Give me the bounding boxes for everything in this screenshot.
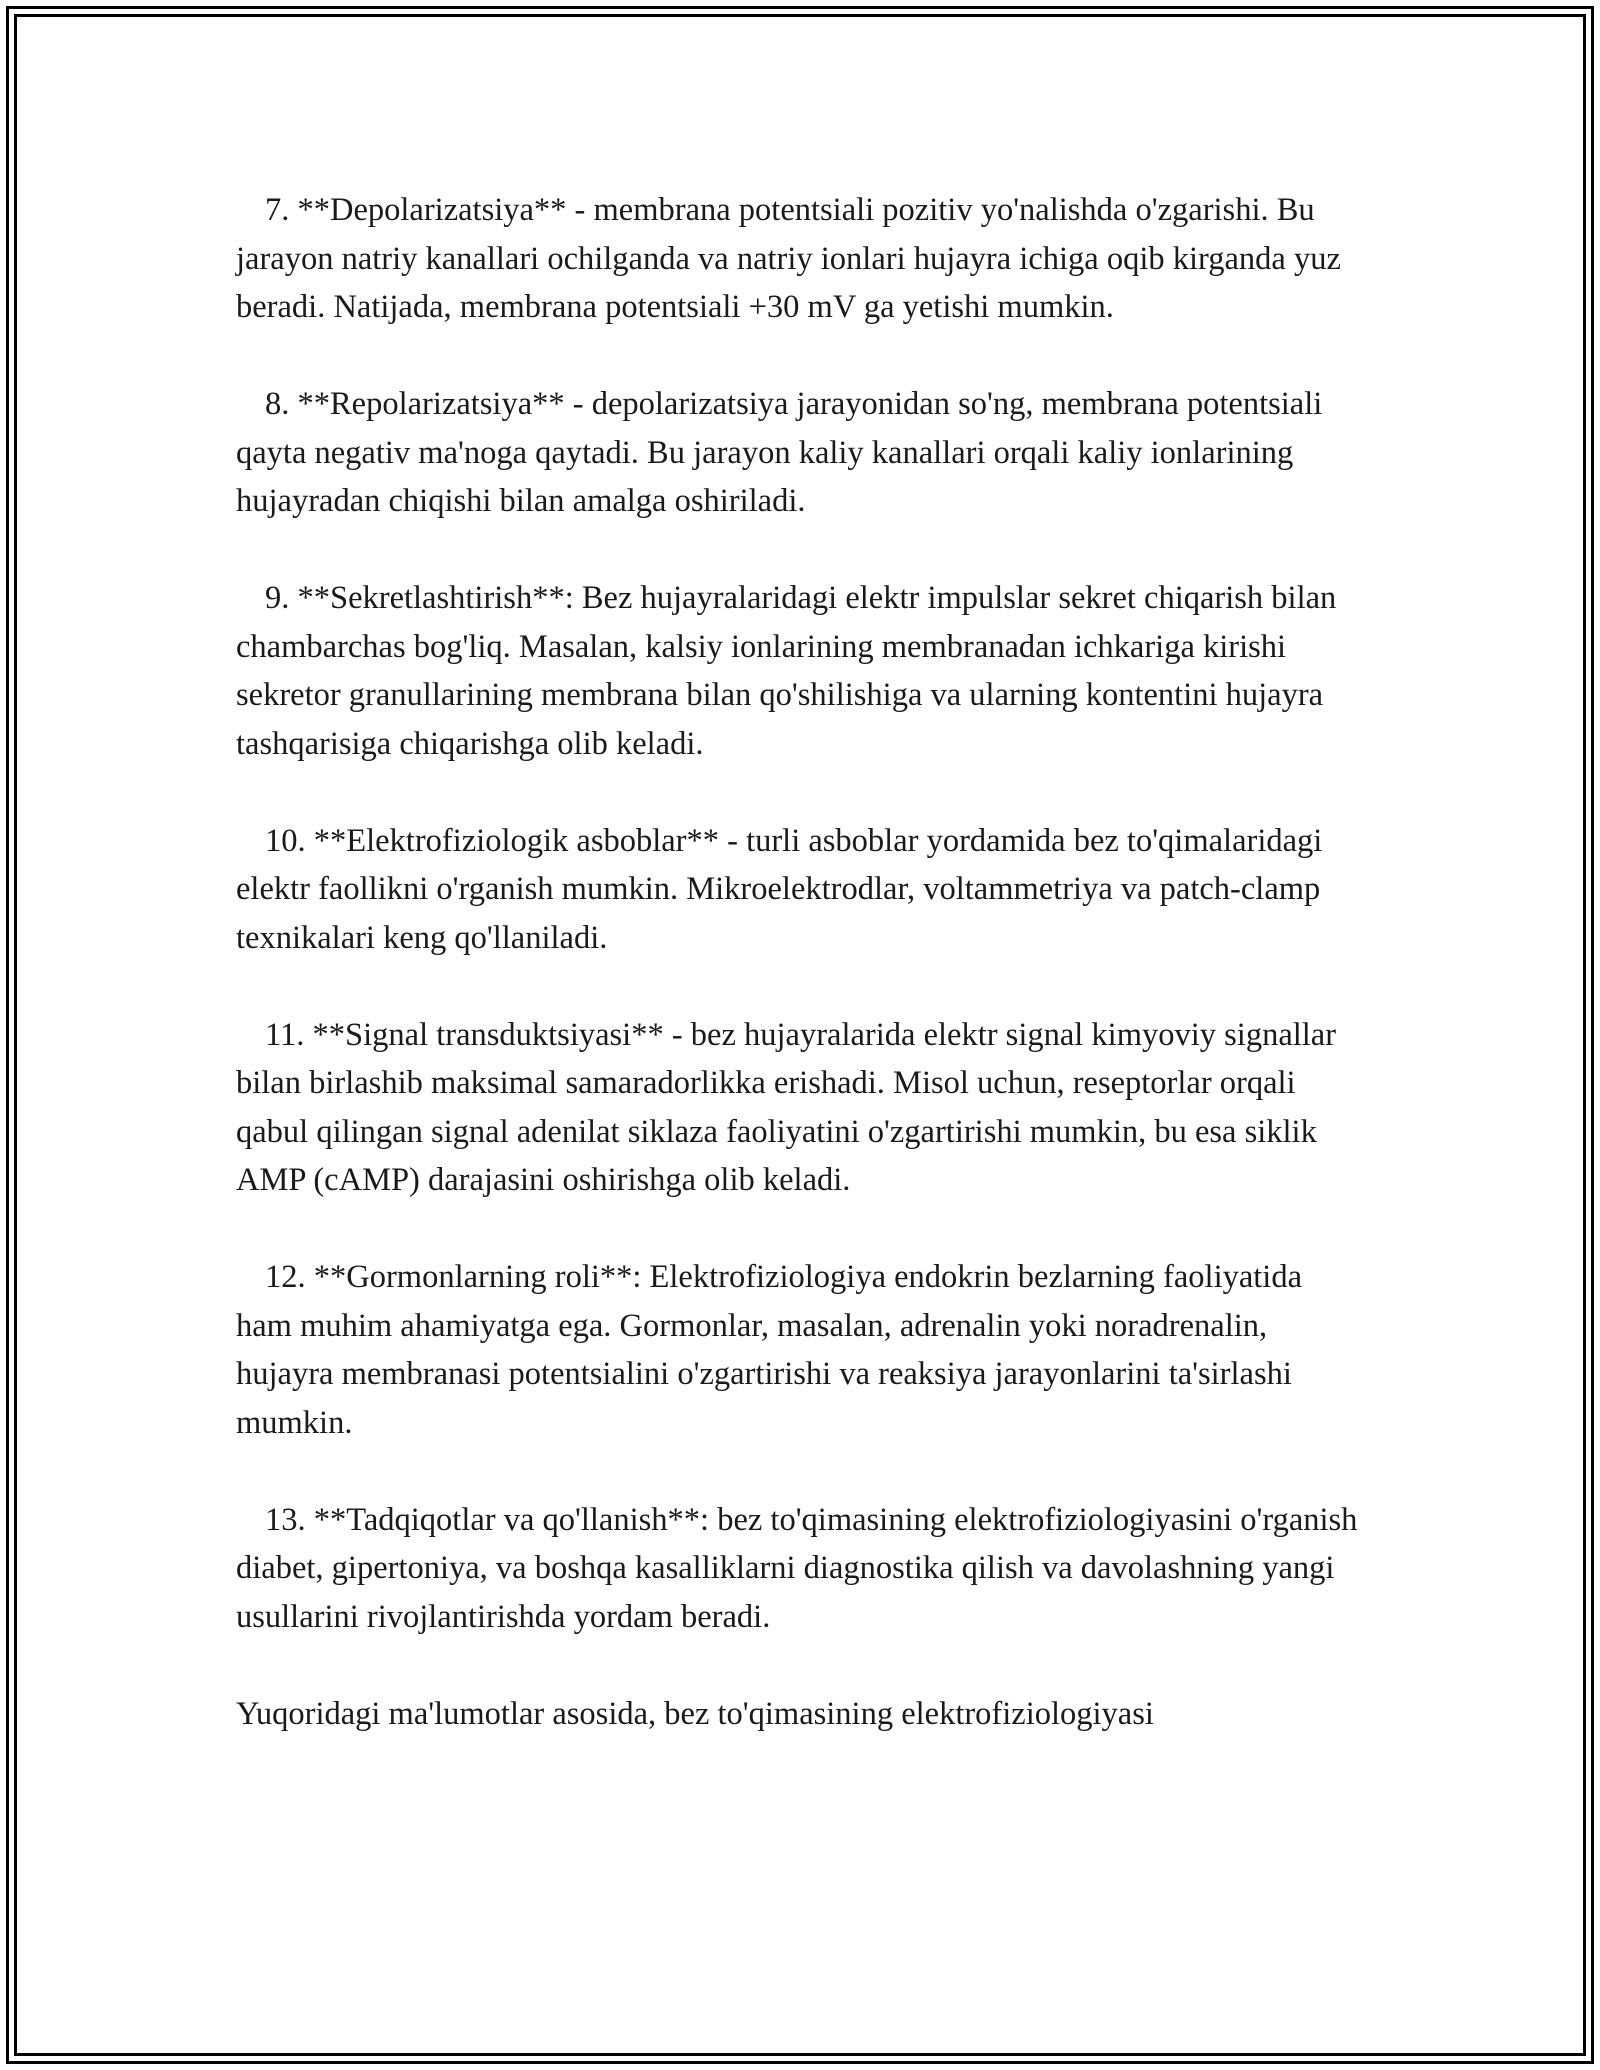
paragraph-repolarizatsiya: 8. **Repolarizatsiya** - depolarizatsiya jarayonidan so'ng, membrana potentsiali qayta negativ ma'noga qaytadi. Bu jarayon kaliy kanallari orqali kaliy ionlarining hujayradan chiqishi bilan amalga oshiriladi.: [236, 386, 1323, 519]
paragraph-conclusion: Yuqoridagi ma'lumotlar asosida, bez to'qimasining elektrofiziologiyasi: [236, 1695, 1154, 1732]
paragraph-elektrofiziologik-asboblar: 10. **Elektrofiziologik asboblar** - turli asboblar yordamida bez to'qimalaridagi elektr faollikni o'rganish mumkin. Mikroelektrodlar, voltammetriya va patch-clamp texnikalari keng qo'llaniladi.: [236, 822, 1323, 956]
paragraph-tadqiqotlar: 13. **Tadqiqotlar va qo'llanish**: bez to'qimasining elektrofiziologiyasini o'rganish diabet, gipertoniya, va boshqa kasalliklarni diagnostika qilish va davolashning yangi usullarini rivojlantirishda yordam beradi.: [236, 1501, 1358, 1635]
paragraph-gormonlarning-roli: 12. **Gormonlarning roli**: Elektrofiziologiya endokrin bezlarning faoliyatida ham muhim ahamiyatga ega. Gormonlar, masalan, adrenalin yoki noradrenalin, hujayra membranasi potentsialini o'zgartirishi va reaksiya jarayonlarini ta'sirlashi mumkin.: [236, 1259, 1303, 1441]
document-body: [236, 186, 1366, 1738]
paragraph-depolarizatsiya: 7. **Depolarizatsiya** - membrana potentsiali pozitiv yo'nalishda o'zgarishi. Bu jarayon natriy kanallari ochilganda va natriy ionlari hujayra ichiga oqib kirganda yuz beradi. Natijada, membrana potentsiali +30 mV ga yetishi mumkin.: [236, 192, 1341, 325]
paragraph-signal-transduktsiyasi: 11. **Signal transduktsiyasi** - bez hujayralarida elektr signal kimyoviy signallar bilan birlashib maksimal samaradorlikka erishadi. Misol uchun, reseptorlar orqali qabul qilingan signal adenilat siklaza faoliyatini o'zgartirishi mumkin, bu esa siklik AMP (cAMP) darajasini oshirishga olib keladi.: [236, 1016, 1337, 1198]
paragraph-sekretlashtirish: 9. **Sekretlashtirish**: Bez hujayralaridagi elektr impulslar sekret chiqarish bilan chambarchas bog'liq. Masalan, kalsiy ionlarining membranadan ichkariga kirishi sekretor granullarining membrana bilan qo'shilishiga va ularning kontentini hujayra tashqarisiga chiqarishga olib keladi.: [236, 580, 1337, 762]
